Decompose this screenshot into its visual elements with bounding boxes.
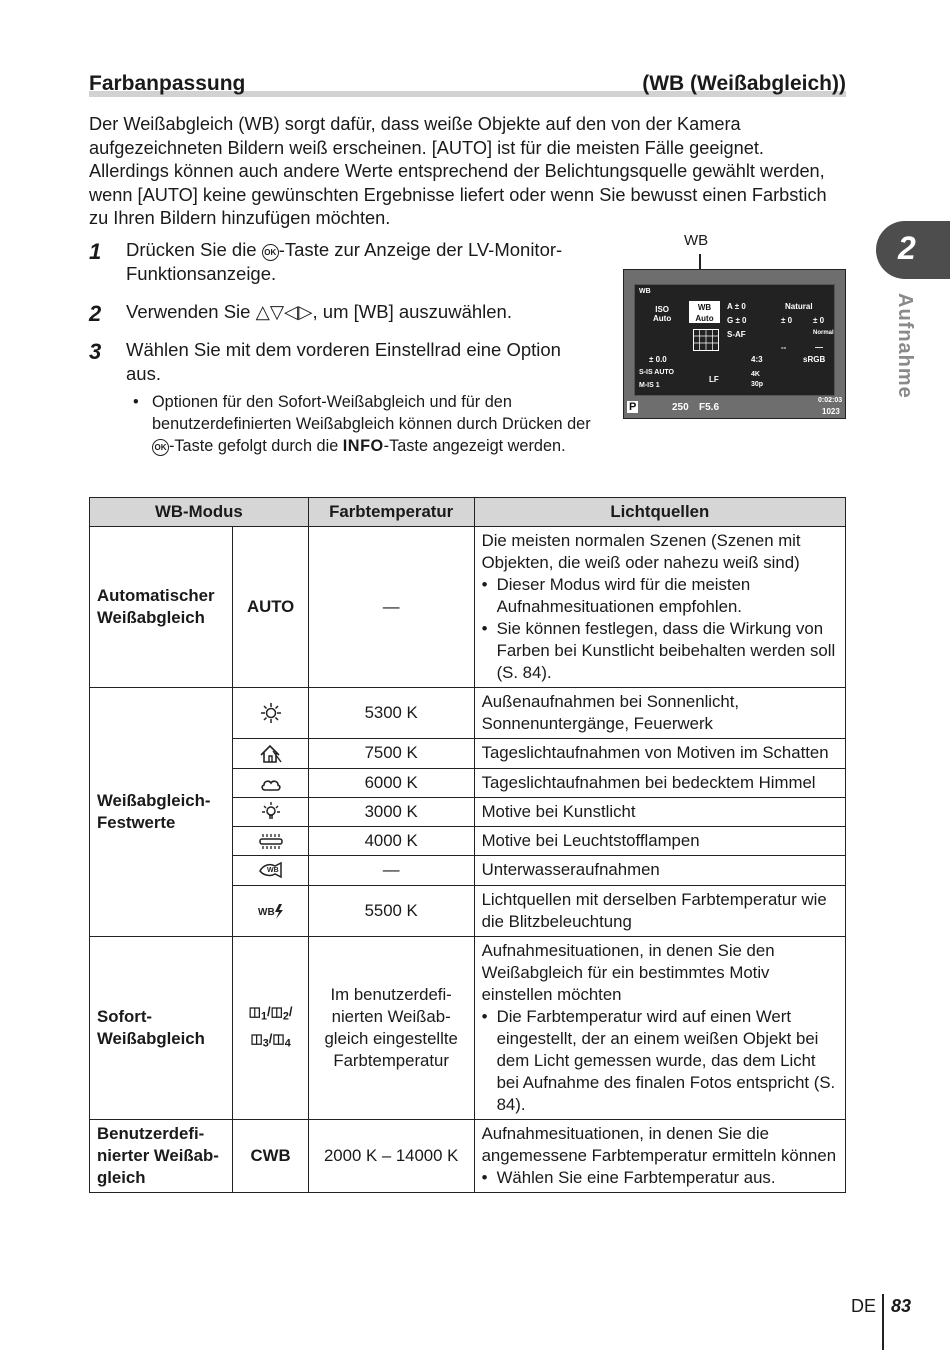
table-row: Sofort-Weißabgleich $◫_1/◫_2/$ $◫_3/◫_4$ Im benutzerdefi-nierten Weißab-gleich eingestellte Farbtemperatur Aufnahmesituationen, in denen Sie den Weißabgleich für ein bestimmtes Motiv einstellen möchten • Die Farbtemperatur wird auf einen Wert eingestellt, der an einem weißen Objekt bei dem Licht gemessen wurde, das dem Licht bei Aufnahme des finalen Fotos entspricht (S. 84). bbox=[90, 936, 846, 1119]
section-title: Farbanpassung bbox=[89, 72, 246, 95]
fluorescent-icon bbox=[258, 832, 284, 852]
info-key: INFO bbox=[342, 437, 384, 455]
ok-button-icon: OK bbox=[262, 244, 279, 261]
lv-function-panel: WB ISO Auto WB Auto A ± 0 G ± 0 Natural S-AF ± 0 ± 0 Normal -- — ± 0.0 4:3 sRGB S-IS AUTO M-IS 1 LF 4K 30p bbox=[634, 284, 835, 396]
step-number: 3 bbox=[89, 339, 102, 364]
wb-mode-table bbox=[89, 497, 846, 1193]
table-header: Lichtquellen bbox=[474, 498, 845, 527]
table-row: WB 5500 K Lichtquellen mit derselben Farbtemperatur wie die Blitzbeleuchtung bbox=[90, 885, 846, 936]
language-code: DE bbox=[851, 1296, 877, 1316]
one-touch-wb-3-icon: $◫_3$ bbox=[250, 1030, 269, 1050]
table-header-row bbox=[90, 498, 846, 527]
table-row: 3000 K Motive bei Kunstlicht bbox=[90, 797, 846, 827]
wb-flash-icon bbox=[257, 901, 285, 921]
mode-indicator: P bbox=[629, 401, 637, 413]
step-number: 1 bbox=[89, 239, 102, 264]
section-header bbox=[89, 72, 846, 98]
camera-lv-screen: WB ISO Auto WB Auto A ± 0 G ± 0 Natural S-AF ± 0 ± 0 Normal -- — ± 0.0 4:3 sRGB S-IS AUTO M-IS 1 LF 4K 30p P 250 F5.6 0:02:03 1023 bbox=[623, 269, 846, 419]
table-header: Farbtemperatur bbox=[308, 498, 474, 527]
table-row: 6000 K Tageslichtaufnahmen bei bedecktem Himmel bbox=[90, 768, 846, 797]
sun-icon bbox=[260, 702, 282, 724]
wb-highlight: WB Auto bbox=[689, 301, 720, 323]
one-touch-wb-1-icon: $◫_1$ bbox=[248, 1004, 267, 1023]
one-touch-wb-icons: $◫_1/◫_2/$ $◫_3/◫_4$ bbox=[233, 936, 308, 1119]
cloud-icon bbox=[259, 773, 283, 793]
svg-text:WB: WB bbox=[257, 907, 275, 919]
table-row: WB — Unterwasseraufnahmen bbox=[90, 856, 846, 886]
underwater-icon bbox=[257, 860, 285, 882]
wb-grid-icon bbox=[693, 329, 719, 351]
footer-separator bbox=[882, 1294, 884, 1350]
shade-icon bbox=[259, 743, 283, 765]
intro-paragraph: Der Weißabgleich (WB) sorgt dafür, dass weiße Objekte auf den von der Kamera aufgezeichneten Bildern weiß erscheinen. [AUTO] ist für die meisten Fälle geeignet. Allerdings können auch andere Werte entsprechend der Belichtungsquelle gewählt werden, wenn [AUTO] keine gewünschten Ergebnisse liefert oder wenn Sie bewusst einen Farbstich zu Ihren Bildern hinzufügen möchten. bbox=[89, 114, 827, 228]
tungsten-icon bbox=[260, 801, 282, 823]
table-header: WB-Modus bbox=[90, 498, 309, 527]
step-number: 2 bbox=[89, 301, 102, 326]
wb-callout-label: WB bbox=[684, 232, 709, 249]
chapter-tab: 2 bbox=[876, 221, 950, 279]
table-row: Weißabgleich-Festwerte 5300 K Außenaufnahmen bei Sonnenlicht, Sonnenuntergänge, Feuerwerk bbox=[90, 688, 846, 739]
table-row: Automatischer Weißabgleich AUTO — Die meisten normalen Szenen (Szenen mit Objekten, die weiß oder nahezu weiß sind) • Dieser Modus wird für die meisten Aufnahmesituationen empfohlen. • Sie können festlegen, dass die Wirkung von Farben bei Kunstlicht beibehalten werden soll (S. 84). bbox=[90, 527, 846, 688]
table-row: 7500 K Tageslichtaufnahmen von Motiven im Schatten bbox=[90, 739, 846, 769]
chapter-label: Aufnahme bbox=[894, 293, 916, 399]
svg-text:WB: WB bbox=[266, 866, 279, 874]
one-touch-wb-4-icon: $◫_4$ bbox=[272, 1030, 291, 1050]
one-touch-wb-2-icon: $◫_2$ bbox=[270, 1004, 289, 1023]
section-subtitle: (WB (Weißabgleich)) bbox=[642, 72, 846, 95]
ok-button-icon: OK bbox=[152, 439, 169, 456]
arrow-keys-icon: △▽◁▷ bbox=[255, 301, 313, 322]
page-number: 83 bbox=[891, 1296, 912, 1316]
table-row: Benutzerdefi-nierter Weißab-gleich CWB 2000 K – 14000 K Aufnahmesituationen, in denen Sie die angemessene Farbtemperatur ermitteln können • Wählen Sie eine Farbtemperatur aus. bbox=[90, 1119, 846, 1192]
table-row: 4000 K Motive bei Leuchtstofflampen bbox=[90, 827, 846, 856]
